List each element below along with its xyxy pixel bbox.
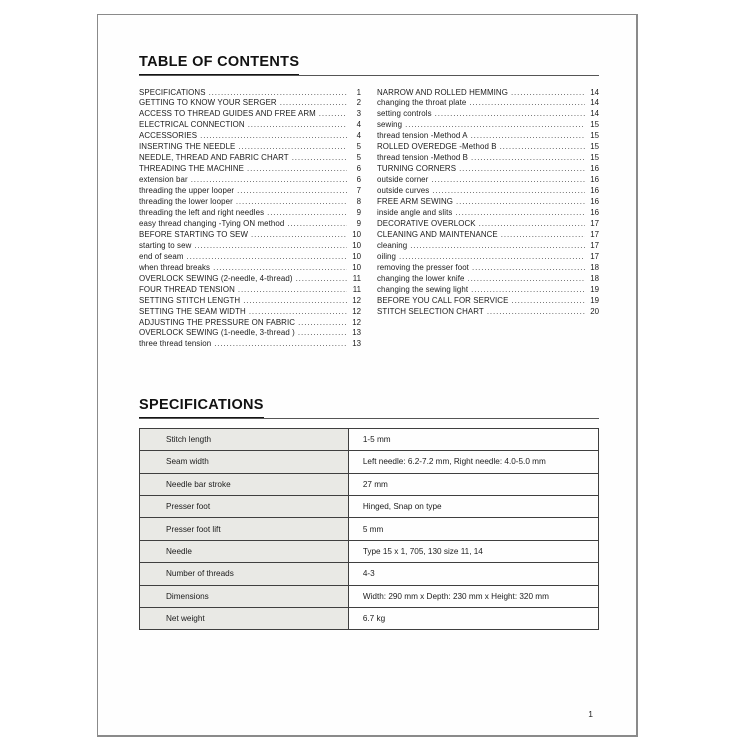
toc-entry-label: NARROW AND ROLLED HEMMING [377,87,508,97]
dot-leader [469,98,585,109]
dot-leader [432,186,585,197]
toc-entry [377,120,599,131]
dot-leader [287,219,347,230]
toc-entry-label: INSERTING THE NEEDLE [139,142,236,152]
toc-entry-label: inside angle and slits [377,207,453,217]
dot-leader [213,263,347,274]
dot-leader [456,197,585,208]
dot-leader [292,153,347,164]
specifications-table-body [140,428,599,630]
toc-entry [377,252,599,263]
toc-entry-label: DECORATIVE OVERLOCK [377,218,476,228]
toc-entry [377,88,599,99]
toc-entry-label: thread tension -Method A [377,131,468,141]
spec-value-cell: Hinged, Snap on type [348,496,598,518]
dot-leader [459,164,585,175]
toc-entry [139,285,361,296]
dot-leader [471,285,585,296]
toc-entry-page: 4 [356,131,361,141]
toc-entry [377,186,599,197]
toc-entry [377,296,599,307]
toc-entry [139,219,361,230]
toc-entry-label: FOUR THREAD TENSION [139,284,235,294]
toc-entry-page: 9 [356,218,361,228]
dot-leader [194,241,347,252]
toc-entry-label: TURNING CORNERS [377,164,457,174]
spec-value-cell: 6.7 kg [348,608,598,630]
toc-entry-page: 10 [352,240,361,250]
toc-entry-page: 13 [352,339,361,349]
toc-entry [139,153,361,164]
dot-leader [200,131,347,142]
dot-leader [472,263,585,274]
spec-value-cell: Left needle: 6.2-7.2 mm, Right needle: 4.0-5.0 mm [348,451,598,473]
toc-entry-page: 16 [590,207,599,217]
spec-table-row [140,451,599,473]
toc-entry-page: 15 [590,153,599,163]
toc-entry-page: 17 [590,218,599,228]
toc-entry [139,296,361,307]
toc-entry-label: threading the lower looper [139,197,233,207]
toc-entry [139,263,361,274]
spec-label-cell: Number of threads [140,563,349,585]
dot-leader [487,307,585,318]
toc-columns [139,88,599,351]
toc-entry [139,274,361,285]
toc-entry-page: 17 [590,251,599,261]
toc-entry [139,252,361,263]
dot-leader [249,307,347,318]
specifications-heading [139,397,599,419]
dot-leader [214,339,347,350]
toc-entry-label: outside corner [377,175,429,185]
toc-entry-page: 20 [590,306,599,316]
dot-leader [248,120,347,131]
dot-leader [296,274,347,285]
toc-left-column [139,88,361,351]
toc-entry-label: extension bar [139,175,188,185]
dot-leader [501,230,585,241]
toc-entry [377,208,599,219]
toc-entry-page: 14 [590,87,599,97]
dot-leader [191,175,347,186]
toc-entry-page: 9 [356,207,361,217]
toc-entry [377,230,599,241]
toc-entry-page: 17 [590,240,599,250]
dot-leader [236,197,347,208]
dot-leader [405,120,585,131]
spec-value-cell: Width: 290 mm x Depth: 230 mm x Height: 320 mm [348,585,598,607]
spec-table-row [140,473,599,495]
toc-entry [139,230,361,241]
toc-entry-label: BEFORE STARTING TO SEW [139,229,249,239]
specifications-section [139,397,599,630]
toc-entry [377,142,599,153]
toc-entry [377,285,599,296]
dot-leader [267,208,347,219]
toc-entry [139,131,361,142]
dot-leader [471,153,585,164]
toc-entry-label: ADJUSTING THE PRESSURE ON FABRIC [139,317,296,327]
toc-entry-page: 15 [590,120,599,130]
toc-entry-label: cleaning [377,240,408,250]
dot-leader [187,252,347,263]
toc-entry-label: end of seam [139,251,184,261]
dot-leader [410,241,585,252]
toc-entry-page: 11 [352,284,361,294]
toc-entry [377,131,599,142]
spec-value-cell: 27 mm [348,473,598,495]
spec-value-cell: 4-3 [348,563,598,585]
manual-page [97,14,638,737]
spec-label-cell: Net weight [140,608,349,630]
toc-entry-label: setting controls [377,109,432,119]
toc-entry-label: threading the left and right needles [139,207,265,217]
toc-entry-label: three thread tension [139,339,212,349]
toc-entry-page: 5 [356,153,361,163]
toc-entry [139,339,361,350]
toc-entry-label: changing the throat plate [377,98,467,108]
specifications-title: SPECIFICATIONS [139,398,264,419]
toc-entry-page: 19 [590,295,599,305]
toc-entry-label: starting to sew [139,240,192,250]
toc-entry [377,307,599,318]
dot-leader [247,164,347,175]
toc-entry-label: SETTING THE SEAM WIDTH [139,306,246,316]
toc-entry-label: FREE ARM SEWING [377,197,454,207]
toc-entry-label: threading the upper looper [139,186,235,196]
toc-entry-page: 10 [352,229,361,239]
toc-entry [139,208,361,219]
toc-section [139,54,599,350]
spec-value-cell: 5 mm [348,518,598,540]
toc-entry [139,164,361,175]
spec-table-row [140,585,599,607]
toc-entry-page: 15 [590,142,599,152]
toc-entry-page: 14 [590,98,599,108]
toc-entry-page: 16 [590,197,599,207]
toc-entry [139,318,361,329]
dot-leader [511,88,585,99]
toc-entry-page: 12 [352,317,361,327]
toc-entry-page: 8 [356,197,361,207]
dot-leader [237,186,347,197]
spec-table-row [140,563,599,585]
toc-right-column [377,88,599,351]
specifications-table [139,428,599,631]
toc-entry [377,164,599,175]
spec-value-cell: Type 15 x 1, 705, 130 size 11, 14 [348,540,598,562]
toc-entry-label: ACCESSORIES [139,131,198,141]
toc-entry [377,241,599,252]
toc-entry-label: CLEANING AND MAINTENANCE [377,229,498,239]
toc-entry-page: 15 [590,131,599,141]
toc-entry-page: 17 [590,229,599,239]
toc-entry-page: 2 [356,98,361,108]
toc-entry-label: ELECTRICAL CONNECTION [139,120,245,130]
dot-leader [471,131,585,142]
toc-entry [377,109,599,120]
toc-entry-label: removing the presser foot [377,262,469,272]
toc-entry-label: SPECIFICATIONS [139,87,206,97]
toc-entry-label: when thread breaks [139,262,211,272]
toc-entry [377,219,599,230]
toc-entry [377,98,599,109]
toc-entry-page: 7 [356,186,361,196]
toc-entry [139,109,361,120]
toc-entry-label: NEEDLE, THREAD AND FABRIC CHART [139,153,289,163]
spec-label-cell: Needle [140,540,349,562]
toc-entry [139,241,361,252]
spec-label-cell: Needle bar stroke [140,473,349,495]
toc-entry-label: oiling [377,251,397,261]
toc-entry-label: OVERLOCK SEWING (1-needle, 3-thread ) [139,328,295,338]
spec-label-cell: Dimensions [140,585,349,607]
spec-label-cell: Presser foot lift [140,518,349,540]
toc-entry [377,274,599,285]
toc-entry [139,88,361,99]
spec-table-row [140,496,599,518]
toc-entry [139,175,361,186]
toc-entry-label: changing the sewing light [377,284,469,294]
toc-entry-label: SETTING STITCH LENGTH [139,295,241,305]
toc-entry-page: 3 [356,109,361,119]
dot-leader [468,274,586,285]
toc-entry-label: thread tension -Method B [377,153,469,163]
toc-entry-label: OVERLOCK SEWING (2-needle, 4-thread) [139,273,293,283]
dot-leader [243,296,347,307]
toc-entry-page: 5 [356,142,361,152]
dot-leader [209,88,347,99]
toc-entry-page: 19 [590,284,599,294]
toc-entry-page: 6 [356,164,361,174]
toc-entry-label: changing the lower knife [377,273,465,283]
dot-leader [298,318,347,329]
toc-entry [377,175,599,186]
dot-leader [435,109,585,120]
toc-entry-page: 13 [352,328,361,338]
toc-entry [139,197,361,208]
spec-label-cell: Seam width [140,451,349,473]
toc-entry-page: 10 [352,251,361,261]
dot-leader [298,328,347,339]
toc-entry-page: 4 [356,120,361,130]
toc-entry-page: 16 [590,164,599,174]
toc-entry-page: 16 [590,175,599,185]
toc-title: TABLE OF CONTENTS [139,55,299,76]
spec-table-row [140,518,599,540]
toc-entry [139,186,361,197]
dot-leader [511,296,585,307]
toc-entry-page: 1 [356,87,361,97]
toc-entry [377,263,599,274]
toc-entry-page: 6 [356,175,361,185]
spec-label-cell: Presser foot [140,496,349,518]
toc-entry-label: ROLLED OVEREDGE -Method B [377,142,497,152]
toc-entry-page: 11 [352,273,361,283]
spec-table-row [140,428,599,450]
toc-entry [139,120,361,131]
dot-leader [455,208,585,219]
dot-leader [280,98,347,109]
dot-leader [251,230,347,241]
toc-entry [139,142,361,153]
toc-heading [139,54,599,76]
toc-entry [139,328,361,339]
toc-entry [377,153,599,164]
toc-entry [377,197,599,208]
spec-table-row [140,608,599,630]
toc-entry-label: GETTING TO KNOW YOUR SERGER [139,98,277,108]
toc-entry-label: outside curves [377,186,430,196]
toc-entry [139,307,361,318]
toc-entry-page: 18 [590,262,599,272]
toc-entry-page: 10 [352,262,361,272]
toc-entry-label: STITCH SELECTION CHART [377,306,484,316]
dot-leader [479,219,585,230]
page-number: 1 [588,709,593,719]
toc-entry-label: BEFORE YOU CALL FOR SERVICE [377,295,509,305]
spec-value-cell: 1-5 mm [348,428,598,450]
dot-leader [319,109,347,120]
toc-entry-page: 14 [590,109,599,119]
toc-entry-page: 12 [352,295,361,305]
dot-leader [238,285,347,296]
dot-leader [500,142,585,153]
dot-leader [431,175,585,186]
spec-table-row [140,540,599,562]
toc-entry-label: THREADING THE MACHINE [139,164,244,174]
dot-leader [238,142,347,153]
toc-entry-page: 16 [590,186,599,196]
toc-entry-label: easy thread changing -Tying ON method [139,218,285,228]
toc-entry [139,98,361,109]
spec-label-cell: Stitch length [140,428,349,450]
toc-entry-page: 18 [590,273,599,283]
toc-entry-page: 12 [352,306,361,316]
toc-entry-label: ACCESS TO THREAD GUIDES AND FREE ARM [139,109,316,119]
toc-entry-label: sewing [377,120,403,130]
dot-leader [399,252,585,263]
